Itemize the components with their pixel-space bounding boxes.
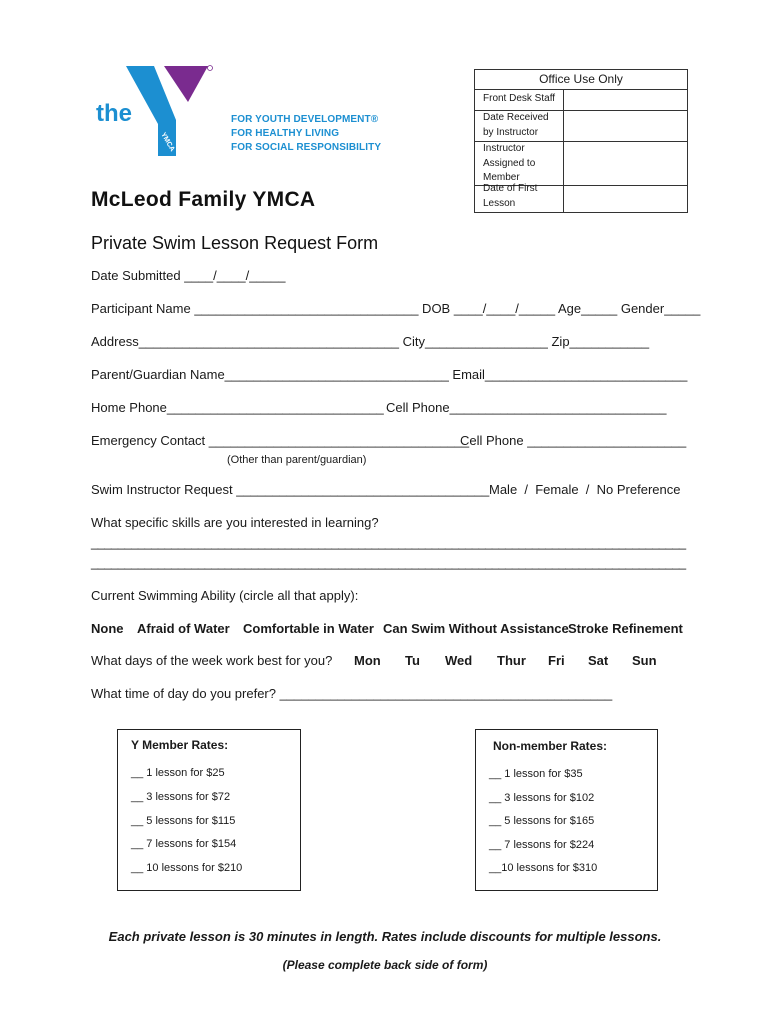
day-mon[interactable]: Mon [354, 653, 381, 668]
cell-phone-field[interactable]: Cell Phone______________________________ [386, 400, 667, 415]
office-row-first-lesson [475, 182, 687, 212]
nonmember-rate-option[interactable]: __ 7 lessons for $224 [489, 839, 595, 851]
office-row-label: Instructor Assigned to Member [483, 143, 536, 183]
member-rate-option[interactable]: __ 7 lessons for $154 [131, 838, 237, 850]
date-submitted-field[interactable]: Date Submitted ____/____/_____ [91, 268, 286, 283]
form-title: Private Swim Lesson Request Form [91, 233, 379, 253]
day-sun[interactable]: Sun [632, 653, 657, 668]
day-thur[interactable]: Thur [497, 653, 526, 668]
office-row-label: Date Received by Instructor [483, 112, 549, 138]
nonmember-rates-box [475, 729, 658, 891]
logo-the-text: the [96, 100, 132, 127]
participant-field[interactable]: Participant Name _______________________________ DOB ____/____/_____ Age_____ Gender_____ [91, 301, 701, 316]
office-row-label: Date of First Lesson [483, 183, 538, 209]
emergency-contact-field[interactable]: Emergency Contact ____________________________________ [91, 433, 470, 448]
emergency-note: (Other than parent/guardian) [227, 454, 367, 466]
svg-text:YMCA: YMCA [159, 131, 176, 153]
office-row-front-desk [475, 89, 687, 111]
day-sat[interactable]: Sat [588, 653, 609, 668]
time-preference-field[interactable]: What time of day do you prefer? ______________________________________________ [91, 686, 613, 701]
days-question: What days of the week work best for you? [91, 653, 333, 668]
day-fri[interactable]: Fri [548, 653, 565, 668]
parent-email-field[interactable]: Parent/Guardian Name_______________________________ Email____________________________ [91, 367, 688, 382]
back-side-note: (Please complete back side of form) [282, 958, 488, 972]
office-row-date-received [475, 111, 687, 142]
lesson-length-note: Each private lesson is 30 minutes in length. Rates include discounts for multiple lessons. [108, 929, 662, 944]
office-row-instructor [475, 142, 687, 186]
skills-answer-line-1[interactable]: _________________________________________________________________________________________ [91, 535, 686, 550]
skills-answer-line-2[interactable]: _________________________________________________________________________________________ [91, 555, 686, 570]
ability-question: Current Swimming Ability (circle all that apply): [91, 588, 359, 603]
member-rate-option[interactable]: __ 10 lessons for $210 [131, 862, 243, 874]
office-use-title: Office Use Only [475, 70, 687, 90]
ability-option-comfortable[interactable]: Comfortable in Water [243, 621, 374, 636]
ability-option-swim[interactable]: Can Swim Without Assistance [383, 621, 569, 636]
logo-tagline-1: FOR YOUTH DEVELOPMENT® [231, 114, 379, 125]
nonmember-rate-option[interactable]: __ 1 lesson for $35 [489, 768, 583, 780]
office-row-label: Front Desk Staff [483, 93, 556, 104]
logo-tagline-2: FOR HEALTHY LIVING [231, 128, 340, 139]
nonmember-rates-title: Non-member Rates: [493, 739, 608, 753]
member-rate-option[interactable]: __ 3 lessons for $72 [131, 791, 231, 803]
logo-tagline-3: FOR SOCIAL RESPONSIBILITY [231, 142, 382, 153]
member-rate-option[interactable]: __ 5 lessons for $115 [131, 815, 236, 827]
ability-option-none[interactable]: None [91, 621, 124, 636]
emergency-cell-field[interactable]: Cell Phone ______________________ [460, 433, 687, 448]
address-field[interactable]: Address____________________________________ City_________________ Zip___________ [91, 334, 650, 349]
day-tu[interactable]: Tu [405, 653, 420, 668]
day-wed[interactable]: Wed [445, 653, 473, 668]
nonmember-rate-option[interactable]: __ 5 lessons for $165 [489, 815, 595, 827]
nonmember-rate-option[interactable]: __ 3 lessons for $102 [489, 792, 595, 804]
member-rates-title: Y Member Rates: [131, 738, 229, 752]
skills-question: What specific skills are you interested in learning? [91, 515, 379, 530]
home-phone-field[interactable]: Home Phone______________________________ [91, 400, 384, 415]
office-use-box [474, 69, 688, 213]
ability-option-afraid[interactable]: Afraid of Water [137, 621, 230, 636]
ability-option-stroke[interactable]: Stroke Refinement [568, 621, 683, 636]
org-name: McLeod Family YMCA [91, 188, 316, 211]
nonmember-rate-option[interactable]: __10 lessons for $310 [489, 862, 598, 874]
member-rates-box [117, 729, 301, 891]
member-rate-option[interactable]: __ 1 lesson for $25 [131, 767, 225, 779]
instructor-gender-pref[interactable]: Male / Female / No Preference [489, 482, 681, 497]
instructor-request-field[interactable]: Swim Instructor Request ___________________________________ [91, 482, 490, 497]
